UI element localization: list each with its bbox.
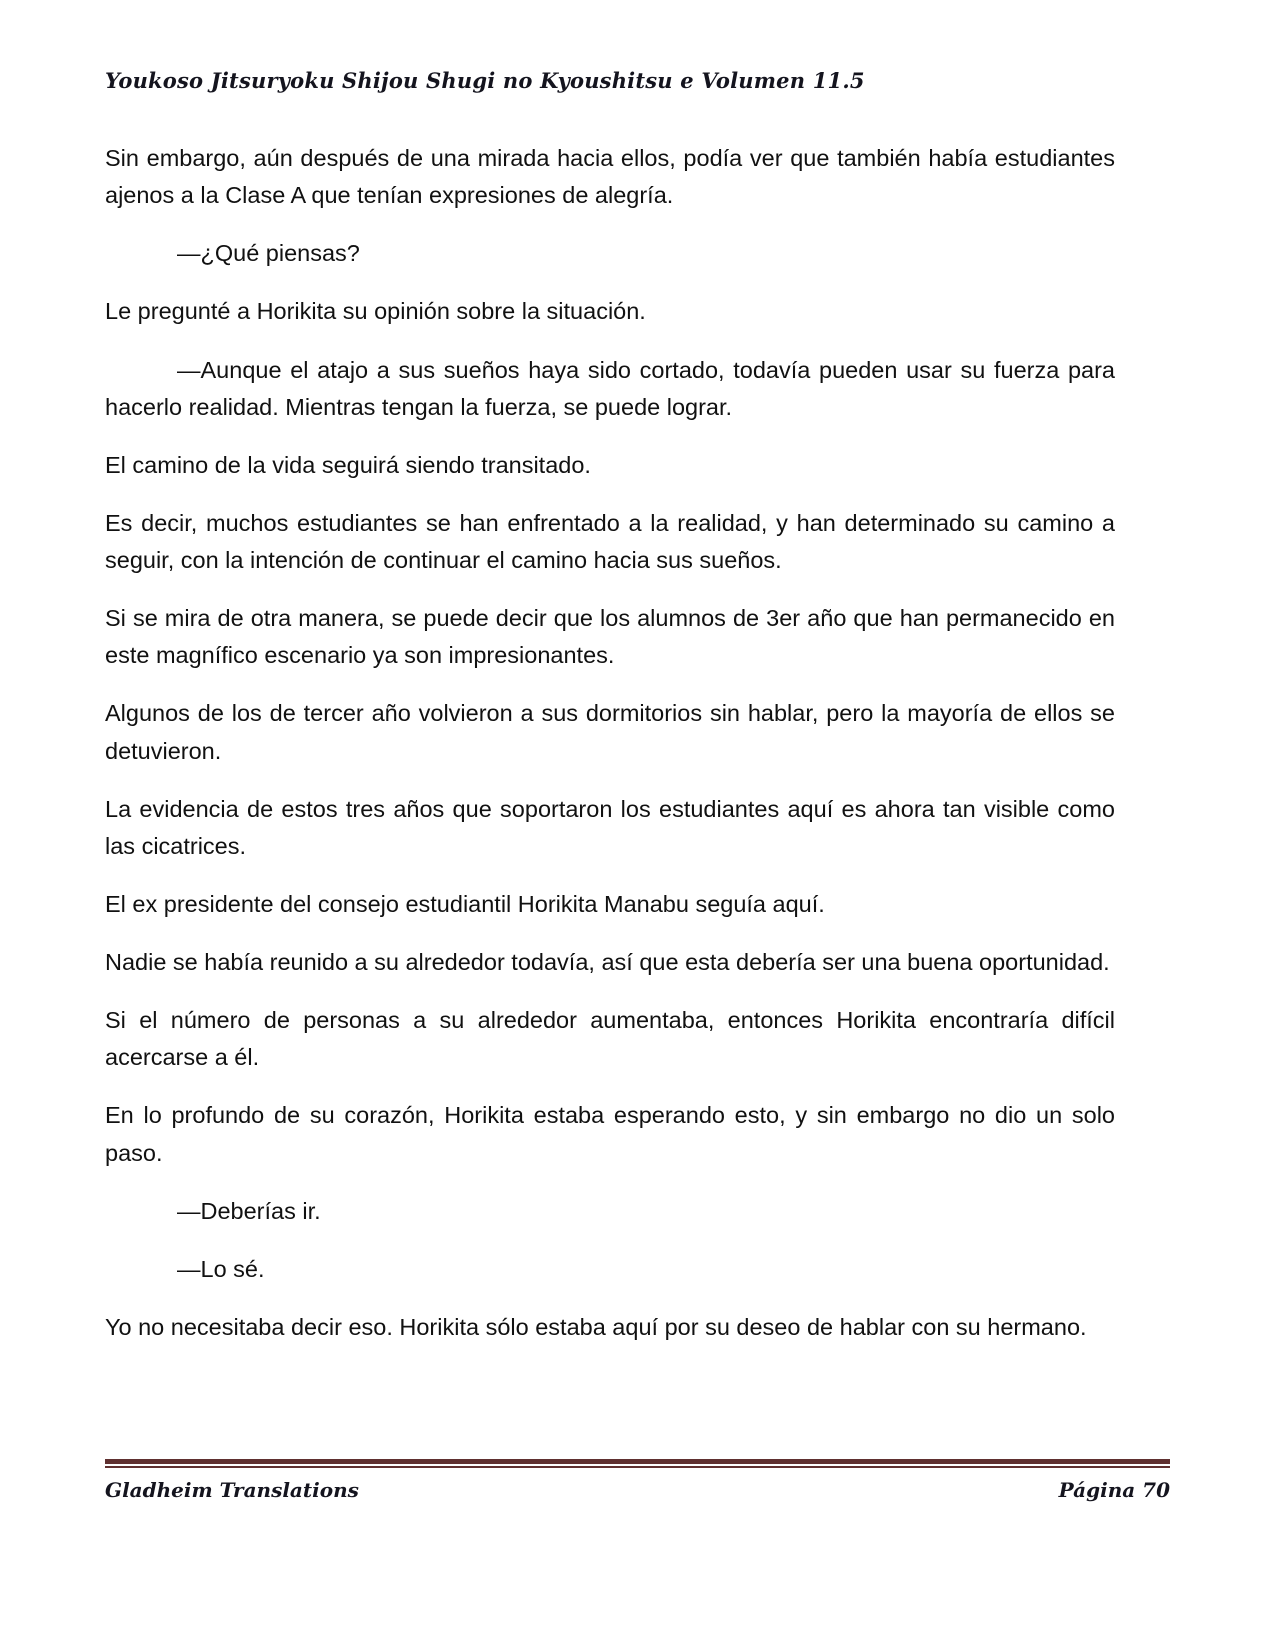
header-title: Youkoso Jitsuryoku Shijou Shugi no Kyoushitsu e Volumen 11.5 bbox=[105, 68, 865, 93]
paragraph: —Aunque el atajo a sus sueños haya sido cortado, todavía pueden usar su fuerza para hacerlo realidad. Mientras tengan la fuerza, se puede lograr. bbox=[105, 356, 1115, 420]
paragraph: Si se mira de otra manera, se puede decir que los alumnos de 3er año que han permanecido en este magnífico escenario ya son impresionantes. bbox=[105, 605, 1115, 669]
paragraph: La evidencia de estos tres años que soportaron los estudiantes aquí es ahora tan visible como las cicatrices. bbox=[105, 795, 1115, 859]
document-body bbox=[105, 140, 1115, 1367]
paragraph: En lo profundo de su corazón, Horikita estaba esperando esto, y sin embargo no dio un solo paso. bbox=[105, 1102, 1115, 1166]
paragraph: Nadie se había reunido a su alrededor todavía, así que esta debería ser una buena oportunidad. bbox=[105, 949, 1110, 975]
page-header bbox=[105, 68, 1170, 93]
paragraph: —Deberías ir. bbox=[177, 1197, 321, 1224]
paragraph: —Lo sé. bbox=[177, 1255, 265, 1282]
footer-row bbox=[105, 1478, 1170, 1502]
footer-rule-thick bbox=[105, 1459, 1170, 1464]
page-footer bbox=[105, 1459, 1170, 1502]
footer-page-number: Página 70 bbox=[1058, 1478, 1170, 1502]
footer-rule-thin bbox=[105, 1466, 1170, 1468]
footer-translator-credit: Gladheim Translations bbox=[105, 1478, 359, 1502]
paragraph: Algunos de los de tercer año volvieron a sus dormitorios sin hablar, pero la mayoría de ellos se detuvieron. bbox=[105, 700, 1115, 764]
paragraph: El camino de la vida seguirá siendo transitado. bbox=[105, 451, 591, 478]
paragraph: Es decir, muchos estudiantes se han enfrentado a la realidad, y han determinado su camino a seguir, con la intención de continuar el camino hacia sus sueños. bbox=[105, 509, 1115, 573]
paragraph: Si el número de personas a su alrededor aumentaba, entonces Horikita encontraría difícil acercarse a él. bbox=[105, 1007, 1115, 1071]
paragraph: El ex presidente del consejo estudiantil Horikita Manabu seguía aquí. bbox=[105, 890, 825, 917]
paragraph: Yo no necesitaba decir eso. Horikita sólo estaba aquí por su deseo de hablar con su hermano. bbox=[105, 1313, 1087, 1340]
paragraph: —¿Qué piensas? bbox=[177, 240, 360, 267]
paragraph: Sin embargo, aún después de una mirada hacia ellos, podía ver que también había estudiantes ajenos a la Clase A que tenían expresiones de alegría. bbox=[105, 145, 1115, 209]
paragraph: Le pregunté a Horikita su opinión sobre la situación. bbox=[105, 298, 646, 325]
